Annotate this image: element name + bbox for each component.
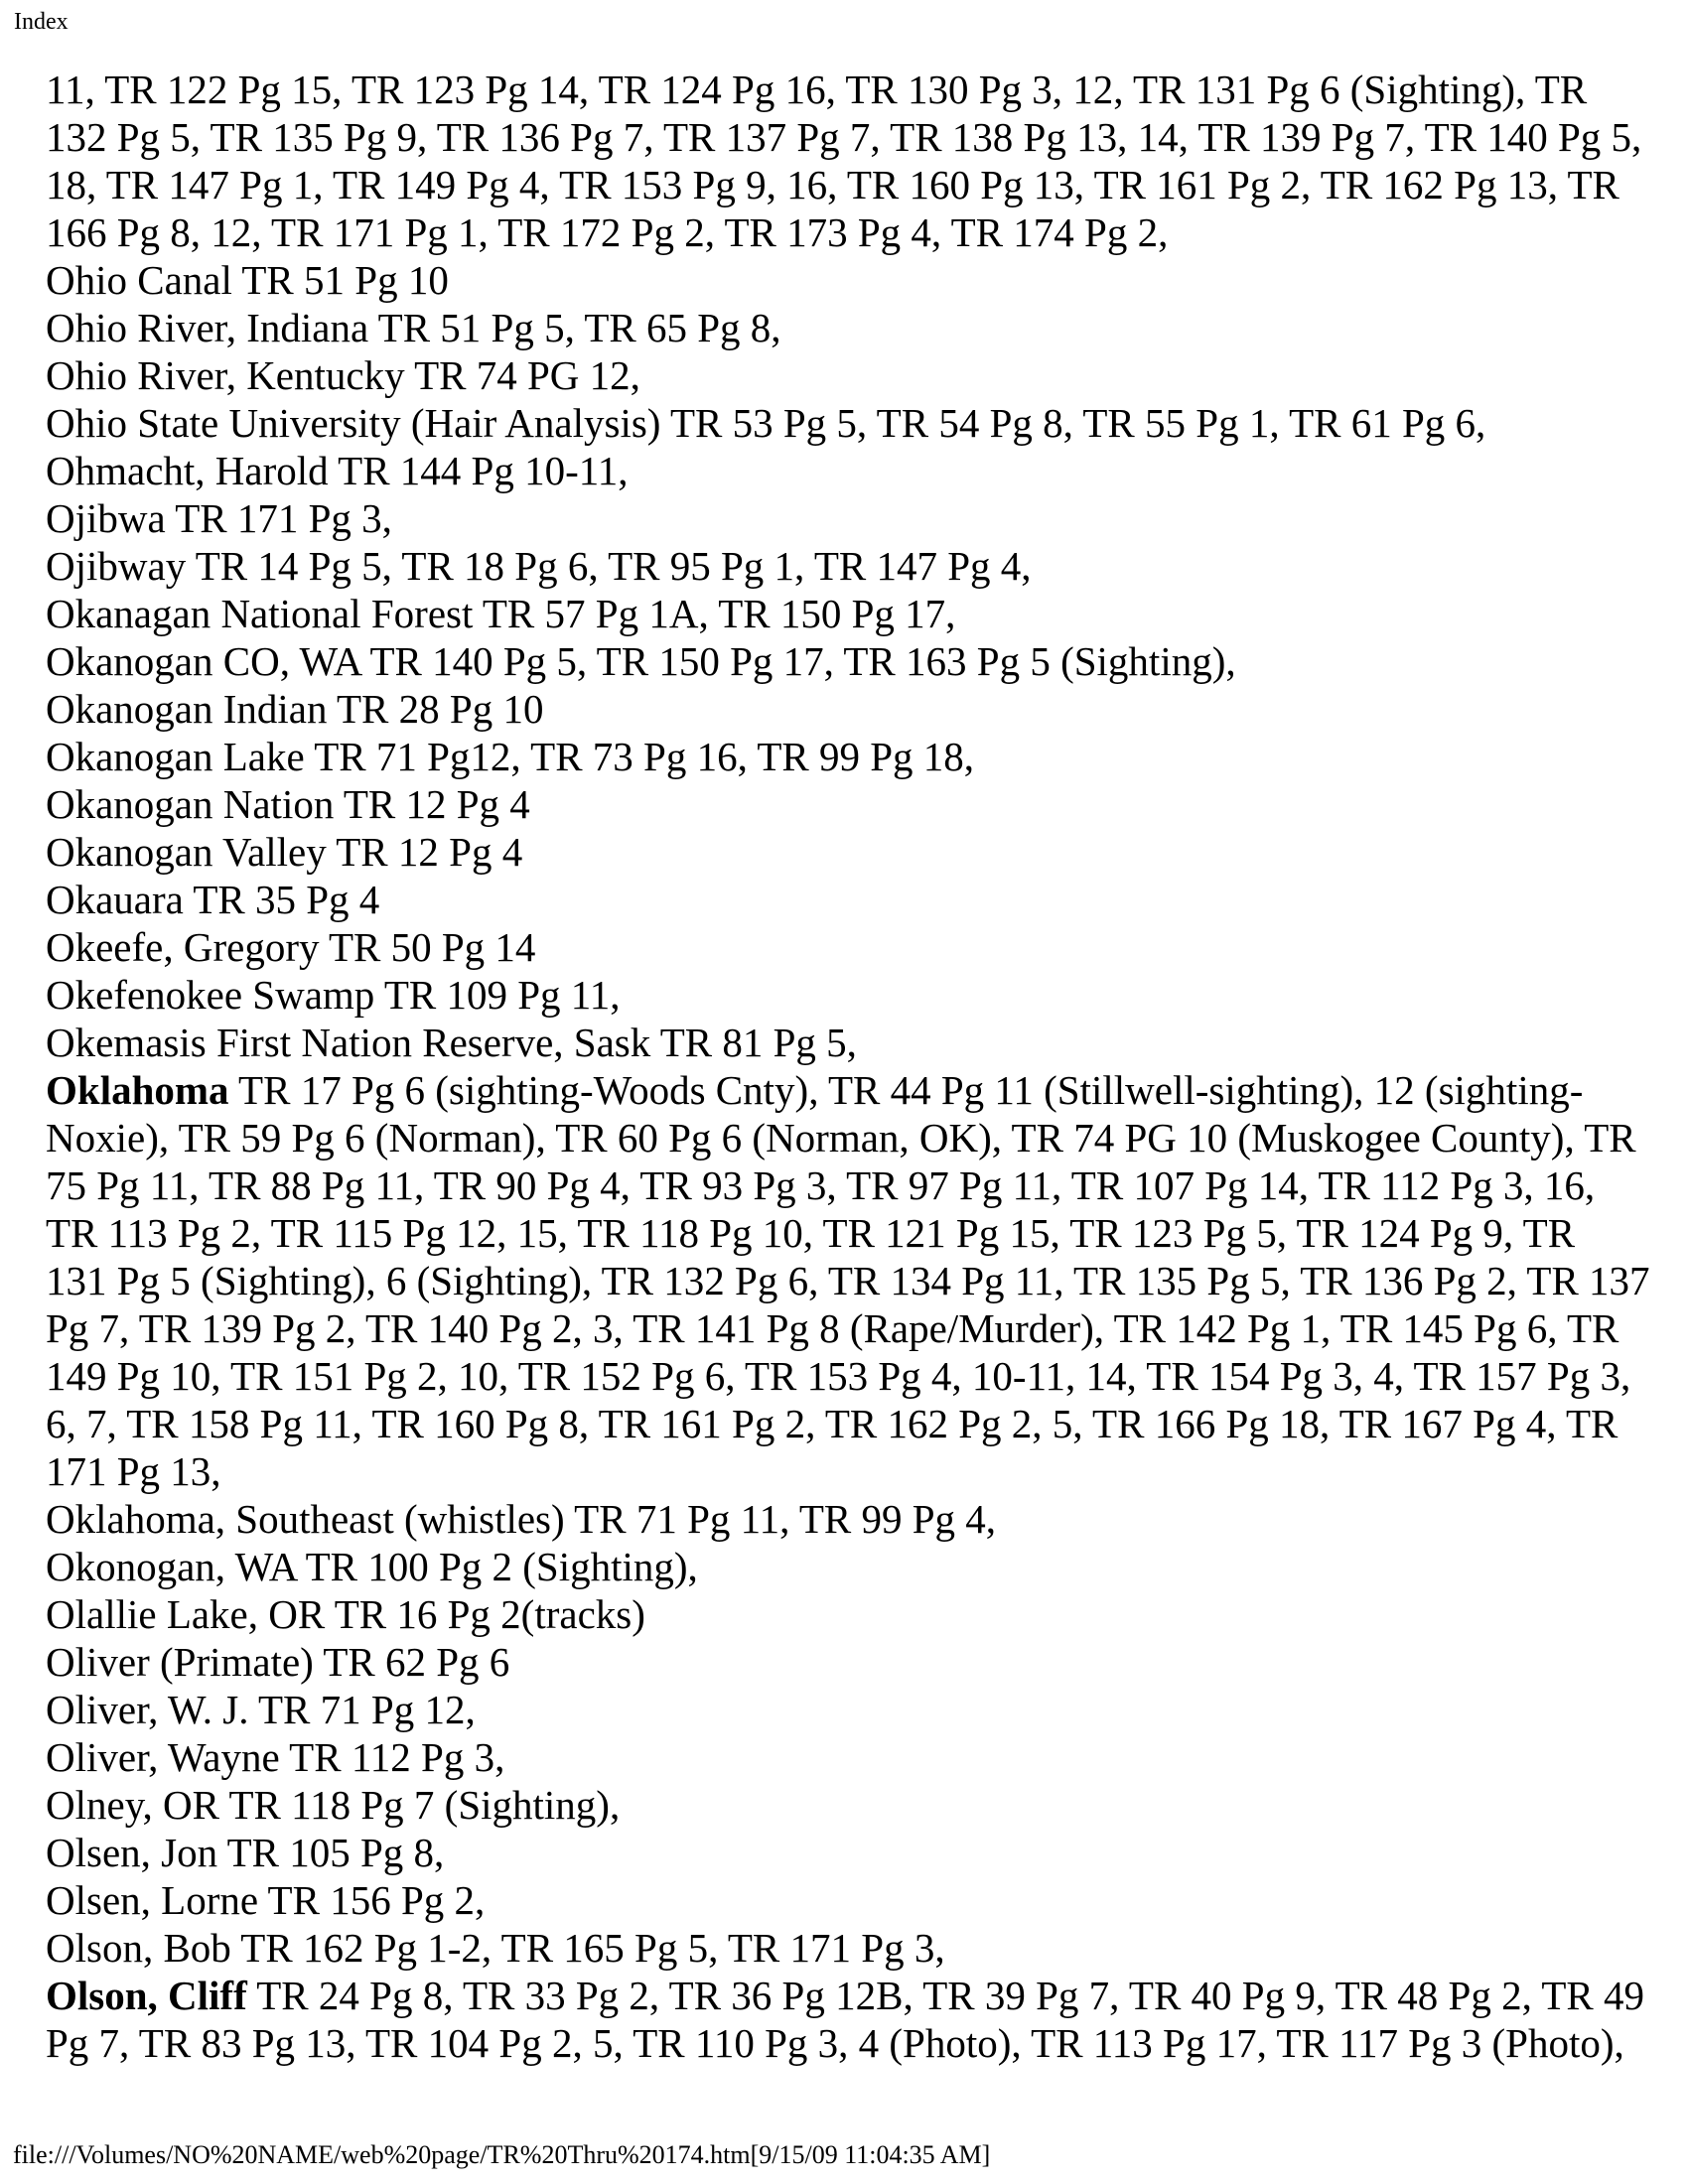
index-line: Oliver, W. J. TR 71 Pg 12, [46,1687,476,1732]
index-line: 149 Pg 10, TR 151 Pg 2, 10, TR 152 Pg 6, TR 153 Pg 4, 10-11, 14, TR 154 Pg 3, 4, TR 157 Pg 3, [46,1353,1631,1399]
index-line: Olsen, Jon TR 105 Pg 8, [46,1830,445,1875]
index-line: 75 Pg 11, TR 88 Pg 11, TR 90 Pg 4, TR 93 Pg 3, TR 97 Pg 11, TR 107 Pg 14, TR 112 Pg 3, 16, [46,1162,1596,1208]
index-line: 18, TR 147 Pg 1, TR 149 Pg 4, TR 153 Pg 9, 16, TR 160 Pg 13, TR 161 Pg 2, TR 162 Pg 13, TR [46,162,1619,207]
index-line: TR 113 Pg 2, TR 115 Pg 12, 15, TR 118 Pg 10, TR 121 Pg 15, TR 123 Pg 5, TR 124 Pg 9, TR [46,1210,1576,1256]
index-line: Okanogan Valley TR 12 Pg 4 [46,829,523,875]
index-line: 132 Pg 5, TR 135 Pg 9, TR 136 Pg 7, TR 137 Pg 7, TR 138 Pg 13, 14, TR 139 Pg 7, TR 140 Pg 5, [46,114,1642,160]
index-line: Okanogan CO, WA TR 140 Pg 5, TR 150 Pg 17, TR 163 Pg 5 (Sighting), [46,638,1236,684]
index-line: 6, 7, TR 158 Pg 11, TR 160 Pg 8, TR 161 Pg 2, TR 162 Pg 2, 5, TR 166 Pg 18, TR 167 Pg 4, TR [46,1401,1618,1446]
index-line: Olsen, Lorne TR 156 Pg 2, [46,1877,486,1923]
index-line: Okonogan, WA TR 100 Pg 2 (Sighting), [46,1544,698,1589]
index-line [46,1972,1679,2019]
index-entry-term: Oklahoma [46,1067,229,1113]
index-line: Okefenokee Swamp TR 109 Pg 11, [46,972,621,1018]
index-line: Olson, Bob TR 162 Pg 1-2, TR 165 Pg 5, TR 171 Pg 3, [46,1925,945,1971]
index-line: Noxie), TR 59 Pg 6 (Norman), TR 60 Pg 6 (Norman, OK), TR 74 PG 10 (Muskogee County), TR [46,1115,1636,1160]
index-line: Olallie Lake, OR TR 16 Pg 2(tracks) [46,1591,645,1637]
index-line: 131 Pg 5 (Sighting), 6 (Sighting), TR 132 Pg 6, TR 134 Pg 11, TR 135 Pg 5, TR 136 Pg 2, TR 137 [46,1258,1650,1303]
index-entry-refs: TR 17 Pg 6 (sighting-Woods Cnty), TR 44 Pg 11 (Stillwell-sighting), 12 (sighting- [228,1067,1584,1113]
index-line: Ohio State University (Hair Analysis) TR 53 Pg 5, TR 54 Pg 8, TR 55 Pg 1, TR 61 Pg 6, [46,400,1486,446]
index-line: Ojibwa TR 171 Pg 3, [46,495,392,541]
index-line: Ojibway TR 14 Pg 5, TR 18 Pg 6, TR 95 Pg 1, TR 147 Pg 4, [46,543,1032,589]
index-entry-term: Olson, Cliff [46,1973,247,2018]
index-line [46,1066,1679,1114]
index-line: Ohio Canal TR 51 Pg 10 [46,257,449,303]
index-line: Oliver (Primate) TR 62 Pg 6 [46,1639,510,1685]
index-line: Okeefe, Gregory TR 50 Pg 14 [46,924,536,970]
index-line: Okanogan Indian TR 28 Pg 10 [46,686,544,732]
index-line: Okanogan Lake TR 71 Pg12, TR 73 Pg 16, TR 99 Pg 18, [46,734,975,779]
index-line: Oliver, Wayne TR 112 Pg 3, [46,1734,505,1780]
index-line: Okauara TR 35 Pg 4 [46,877,380,922]
index-line: Olney, OR TR 118 Pg 7 (Sighting), [46,1782,621,1828]
index-text-block [46,66,1679,2067]
index-line: Okemasis First Nation Reserve, Sask TR 81 Pg 5, [46,1020,857,1065]
index-line: 11, TR 122 Pg 15, TR 123 Pg 14, TR 124 Pg 16, TR 130 Pg 3, 12, TR 131 Pg 6 (Sighting), TR [46,67,1588,112]
index-line: Okanagan National Forest TR 57 Pg 1A, TR 150 Pg 17, [46,591,956,636]
index-line: 171 Pg 13, [46,1448,221,1494]
index-line: Pg 7, TR 83 Pg 13, TR 104 Pg 2, 5, TR 110 Pg 3, 4 (Photo), TR 113 Pg 17, TR 117 Pg 3 (Photo), [46,2020,1624,2066]
index-line: 166 Pg 8, 12, TR 171 Pg 1, TR 172 Pg 2, TR 173 Pg 4, TR 174 Pg 2, [46,209,1169,255]
page-title: Index [14,9,69,35]
index-line: Ohmacht, Harold TR 144 Pg 10-11, [46,448,629,493]
index-line: Ohio River, Kentucky TR 74 PG 12, [46,352,640,398]
index-entry-refs: TR 24 Pg 8, TR 33 Pg 2, TR 36 Pg 12B, TR 39 Pg 7, TR 40 Pg 9, TR 48 Pg 2, TR 49 [246,1973,1644,2018]
index-line: Oklahoma, Southeast (whistles) TR 71 Pg 11, TR 99 Pg 4, [46,1496,997,1542]
index-line: Ohio River, Indiana TR 51 Pg 5, TR 65 Pg 8, [46,305,781,350]
index-line: Pg 7, TR 139 Pg 2, TR 140 Pg 2, 3, TR 141 Pg 8 (Rape/Murder), TR 142 Pg 1, TR 145 Pg 6, TR [46,1305,1619,1351]
file-path-footer: file:///Volumes/NO%20NAME/web%20page/TR%20Thru%20174.htm[9/15/09 11:04:35 AM] [13,2140,991,2169]
index-line: Okanogan Nation TR 12 Pg 4 [46,781,530,827]
